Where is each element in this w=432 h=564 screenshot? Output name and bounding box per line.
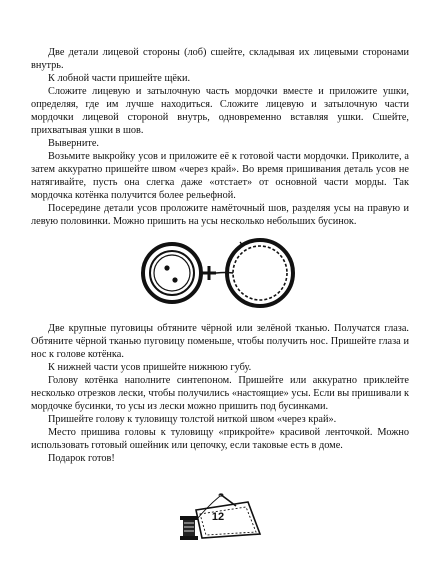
paragraph: Пришейте голову к туловищу толстой ниткой швом «через край». <box>48 414 337 425</box>
paragraph: Место пришива головы к туловищу «прикройте» красивой ленточкой. Можно использовать готовый ошейник или цепочку, если таковые есть в доме. <box>31 427 409 451</box>
page-number: 12 <box>211 511 225 523</box>
paragraph: Возьмите выкройку усов и приложите её к готовой части мордочки. Приколите, а затем аккуратно пришейте швом «через край». Во время пришивания деталь усов не натягивайте, пусть она слегка даже «отстает» от основной части морды. Так мордочка котёнка получится более рельефной. <box>31 151 409 201</box>
paragraph: Две крупные пуговицы обтяните чёрной или зелёной тканью. Получатся глаза. Обтяните чёрной тканью пуговицу поменьше, чтобы получить нос. Пришейте глаза и нос к голове котёнка. <box>31 323 409 360</box>
paragraph: Голову котёнка наполните синтепоном. Пришейте или аккуратно приклейте несколько отрезков лески, чтобы получились «настоящие» усы. Если вы пришивали к мордочке бусинки, то усы из лески можно пришить под бусинками. <box>31 375 409 412</box>
paragraph: Сложите лицевую и затылочную часть мордочки вместе и приложите ушки, определяя, где им лучше находиться. Сложите лицевую и затылочную части мордочки лицевой стороной внутрь, одновременно вставляя ушки. Сшейте, прихватывая ушки в шов. <box>31 86 409 136</box>
instructions-bottom <box>31 322 409 465</box>
paragraph: Подарок готов! <box>48 453 115 464</box>
paragraph: К нижней части усов пришейте нижнюю губу. <box>48 362 252 373</box>
button-icon <box>143 244 201 302</box>
paragraph: Две детали лицевой стороны (лоб) сшейте, складывая их лицевыми сторонами внутрь. <box>31 47 409 71</box>
spool-icon <box>180 516 198 540</box>
paragraph: К лобной части пришейте щёки. <box>48 73 191 84</box>
plus-icon <box>202 266 216 280</box>
fabric-circle-icon <box>216 240 293 306</box>
paragraph: Посередине детали усов проложите намёточный шов, разделяя усы на правую и левую половинки. Можно пришить на усы несколько небольших бусинок. <box>31 203 409 227</box>
paragraph: Выверните. <box>48 138 99 149</box>
button-covering-illustration <box>140 232 300 319</box>
instructions-top <box>31 46 409 228</box>
